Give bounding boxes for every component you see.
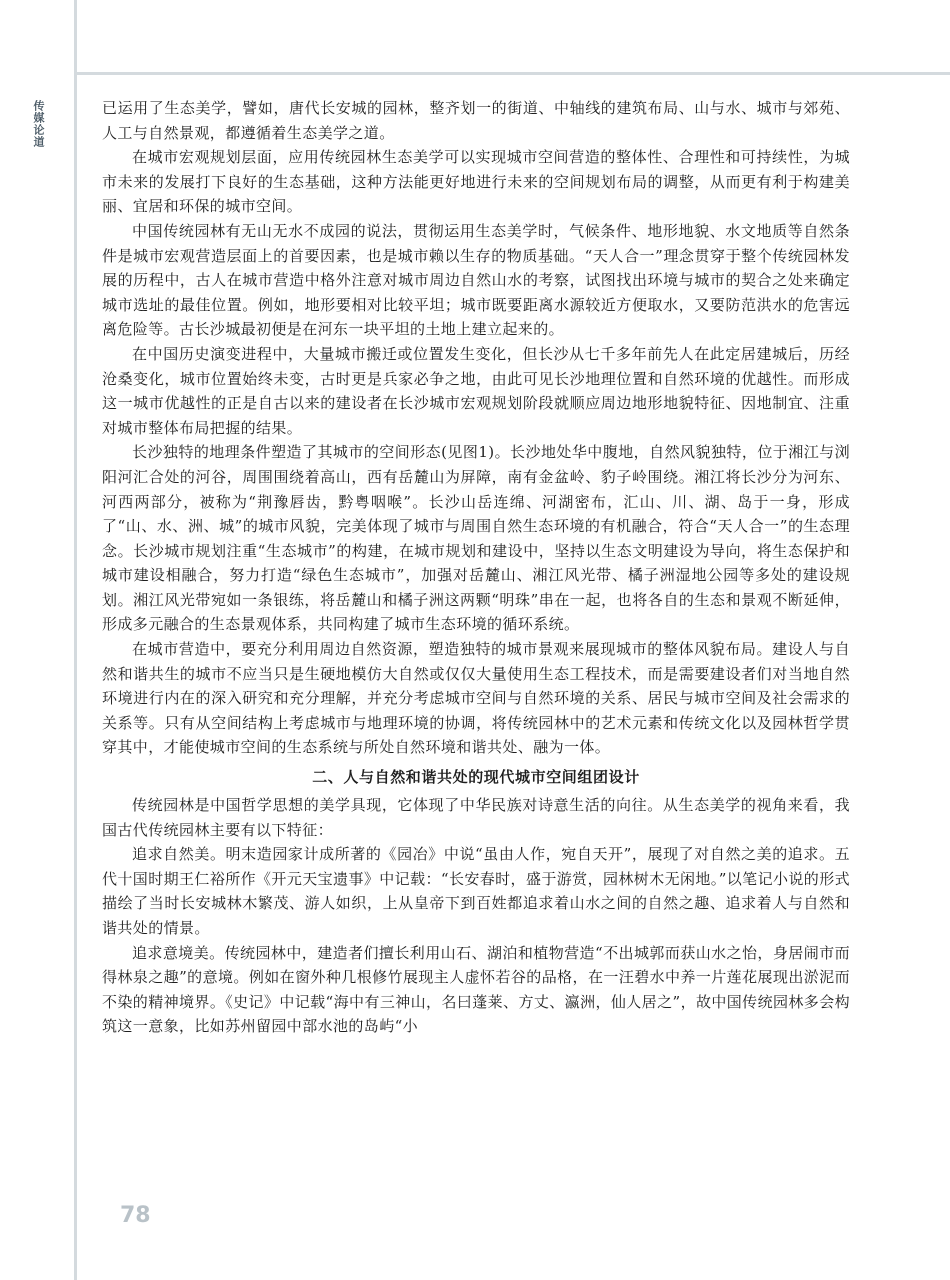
vertical-rule	[74, 0, 77, 1280]
header-rule	[74, 72, 950, 75]
section-tab-label: 传媒论道	[32, 100, 45, 148]
paragraph: 在中国历史演变进程中，大量城市搬迁或位置发生变化，但长沙从七千多年前先人在此定居建城后，历经沧桑变化，城市位置始终未变，古时更是兵家必争之地，由此可见长沙地理位置和自然环境的优越性。而形成这一城市优越性的正是自古以来的建设者在长沙城市宏观规划阶段就顺应周边地形地貌特征、因地制宜、注重对城市整体布局把握的结果。	[102, 344, 850, 437]
section-heading: 二、人与自然和谐共处的现代城市空间组团设计	[312, 768, 640, 787]
paragraph: 长沙独特的地理条件塑造了其城市的空间形态(见图1)。长沙地处华中腹地，自然风貌独特，位于湘江与浏阳河汇合处的河谷，周围围绕着高山，西有岳麓山为屏障，南有金盆岭、豹子岭围绕。湘江将长沙分为河东、河西两部分，被称为“荆豫唇齿，黔粤咽喉”。长沙山岳连绵、河湖密布，汇山、川、湖、岛于一身，形成了“山、水、洲、城”的城市风貌，完美体现了城市与周围自然生态环境的有机融合，符合“天人合一”的生态理念。长沙城市规划注重“生态城市”的构建，在城市规划和建设中，坚持以生态文明建设为导向，将生态保护和城市建设相融合，努力打造“绿色生态城市”，加强对岳麓山、湘江风光带、橘子洲湿地公园等多处的建设规划。湘江风光带宛如一条银练，将岳麓山和橘子洲这两颗“明珠”串在一起，也将各自的生态和景观不断延伸，形成多元融合的生态景观体系，共同构建了城市生态环境的循环系统。	[102, 443, 850, 634]
article-body	[102, 96, 850, 1039]
paragraph: 已运用了生态美学，譬如，唐代长安城的园林，整齐划一的街道、中轴线的建筑布局、山与水、城市与郊苑、人工与自然景观，都遵循着生态美学之道。	[102, 99, 850, 142]
paragraph: 追求意境美。传统园林中，建造者们擅长利用山石、湖泊和植物营造“不出城郭而获山水之怡，身居闹市而得林泉之趣”的意境。例如在窗外种几根修竹展现主人虚怀若谷的品格，在一汪碧水中养一片莲花展现出淤泥而不染的精神境界。《史记》中记载“海中有三神山，名曰蓬莱、方丈、瀛洲，仙人居之”，故中国传统园林多会构筑这一意象，比如苏州留园中部水池的岛屿“小	[102, 943, 850, 1036]
paragraph: 在城市营造中，要充分利用周边自然资源，塑造独特的城市景观来展现城市的整体风貌布局。建设人与自然和谐共生的城市不应当只是生硬地模仿大自然或仅仅大量使用生态工程技术，而是需要建设者们对当地自然环境进行内在的深入研究和充分理解，并充分考虑城市空间与自然环境的关系、居民与城市空间及社会需求的关系等。只有从空间结构上考虑城市与地理环境的协调，将传统园林中的艺术元素和传统文化以及园林哲学贯穿其中，才能使城市空间的生态系统与所处自然环境和谐共处、融为一体。	[102, 640, 850, 757]
paragraph: 追求自然美。明末造园家计成所著的《园冶》中说“虽由人作，宛自天开”，展现了对自然之美的追求。五代十国时期王仁裕所作《开元天宝遗事》中记载：“长安春时，盛于游赏，园林树木无闲地。”以笔记小说的形式描绘了当时长安城林木繁茂、游人如织，上从皇帝下到百姓都追求着山水之间的自然之趣、追求着人与自然和谐共处的情景。	[102, 845, 850, 937]
page-number: 78	[120, 1203, 151, 1228]
paragraph: 传统园林是中国哲学思想的美学具现，它体现了中华民族对诗意生活的向往。从生态美学的视角来看，我国古代传统园林主要有以下特征：	[102, 796, 850, 839]
paragraph: 中国传统园林有无山无水不成园的说法，贯彻运用生态美学时，气候条件、地形地貌、水文地质等自然条件是城市宏观营造层面上的首要因素，也是城市赖以生存的物质基础。“天人合一”理念贯穿于整个传统园林发展的历程中，古人在城市营造中格外注意对城市周边自然山水的考察，试图找出环境与城市的契合之处来确定城市选址的最佳位置。例如，地形要相对比较平坦；城市既要距离水源较近方便取水，又要防范洪水的危害远离危险等。古长沙城最初便是在河东一块平坦的土地上建立起来的。	[102, 221, 850, 339]
paragraph: 在城市宏观规划层面，应用传统园林生态美学可以实现城市空间营造的整体性、合理性和可持续性，为城市未来的发展打下良好的生态基础，这种方法能更好地进行未来的空间规划布局的调整，从而更有利于构建美丽、宜居和环保的城市空间。	[102, 148, 850, 216]
